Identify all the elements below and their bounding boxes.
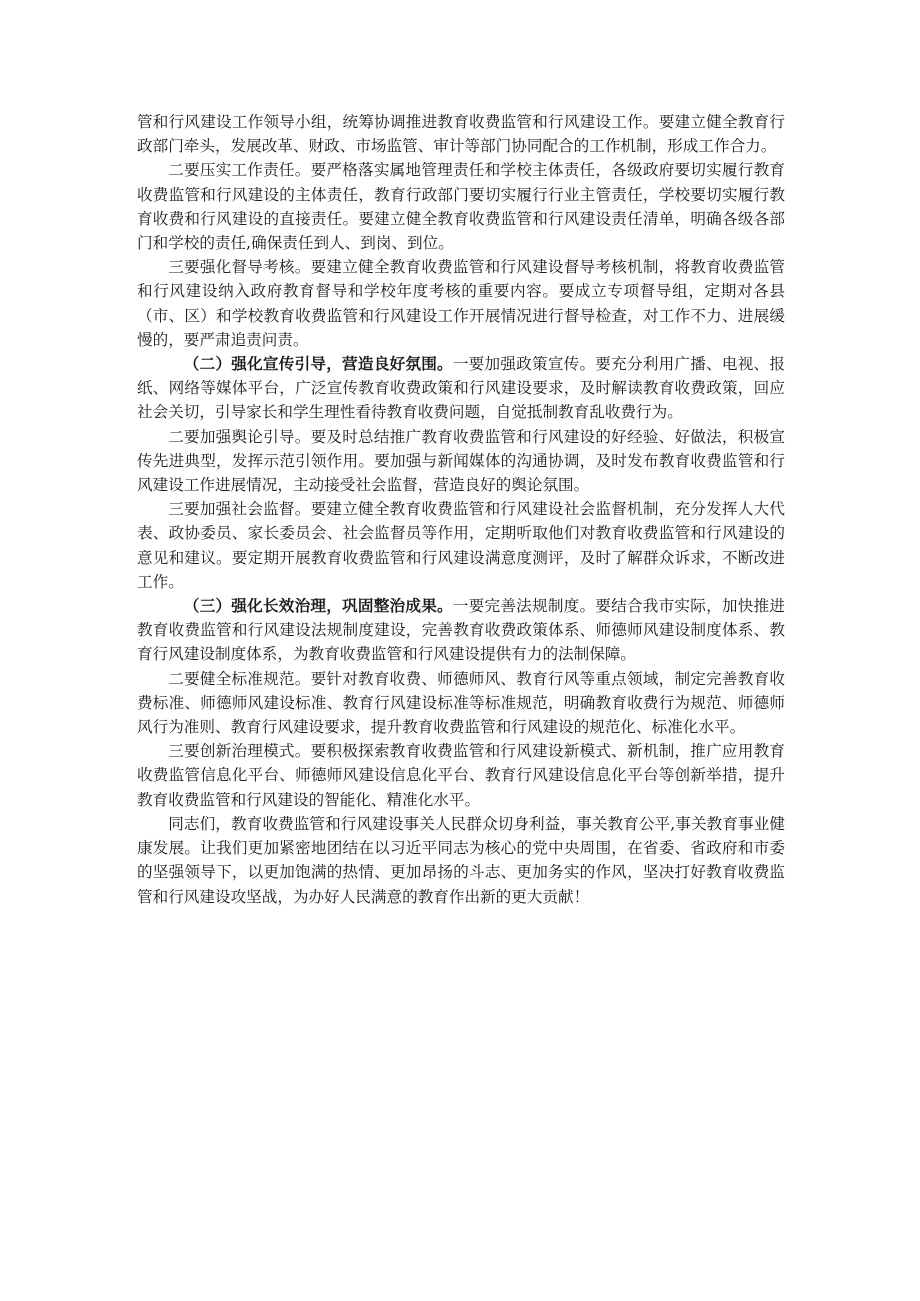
paragraph-continuation: 管和行风建设工作领导小组，统筹协调推进教育收费监管和行风建设工作。要建立健全教育行政部门牵头，发展改革、财政、市场监管、审计等部门协同配合的工作机制，形成工作合力。: [137, 113, 785, 156]
section-body-publicity: 一要加强政策宣传。要充分利用广播、电视、报纸、网络等媒体平台，广泛宣传教育收费政策和行风建设要求，及时解读教育收费政策，回应社会关切，引导家长和学生理性看待教育收费问题，自觉抵制教育乱收费行为。: [137, 355, 785, 422]
paragraph-governance-model: 三要创新治理模式。要积极探索教育收费监管和行风建设新模式、新机制，推广应用教育收费监管信息化平台、师德师风建设信息化平台、教育行风建设信息化平台等创新举措，提升教育收费监管和行风建设的智能化、精准化水平。: [137, 742, 785, 809]
paragraph-standards: 二要健全标准规范。要针对教育收费、师德师风、教育行风等重点领域，制定完善教育收费标准、师德师风建设标准、教育行风建设标准等标准规范，明确教育收费行为规范、师德师风行为准则、教育行风建设要求，提升教育收费监管和行风建设的规范化、标准化水平。: [137, 669, 785, 737]
paragraph-closing: 同志们，教育收费监管和行风建设事关人民群众切身利益，事关教育公平,事关教育事业健康发展。让我们更加紧密地团结在以习近平同志为核心的党中央周围，在省委、省政府和市委的坚强领导下，以更加饱满的热情、更加昂扬的斗志、更加务实的作风，坚决打好教育收费监管和行风建设攻坚战，为办好人民满意的教育作出新的更大贡献！: [137, 814, 785, 906]
document-page: [137, 110, 785, 909]
paragraph-public-opinion: 二要加强舆论引导。要及时总结推广教育收费监管和行风建设的好经验、好做法，积极宣传先进典型，发挥示范引领作用。要加强与新闻媒体的沟通协调，及时发布教育收费监管和行风建设工作进展情况，主动接受社会监督，营造良好的舆论氛围。: [137, 427, 785, 495]
section-heading-publicity: （二）强化宣传引导，营造良好氛围。: [183, 354, 453, 374]
section-publicity: [137, 352, 785, 425]
section-long-term-governance: [137, 594, 785, 667]
paragraph-social-supervision: 三要加强社会监督。要建立健全教育收费监管和行风建设社会监督机制，充分发挥人大代表、政协委员、家长委员会、社会监督员等作用，定期听取他们对教育收费监管和行风建设的意见和建议。要定期开展教育收费监管和行风建设满意度测评，及时了解群众诉求，不断改进工作。: [137, 500, 785, 591]
paragraph-work-responsibility: 二要压实工作责任。要严格落实属地管理责任和学校主体责任，各级政府要切实履行教育收费监管和行风建设的主体责任，教育行政部门要切实履行行业主管责任，学校要切实履行教育收费和行风建设的直接责任。要建立健全教育收费监管和行风建设责任清单，明确各级各部门和学校的责任,确保责任到人、到岗、到位。: [137, 161, 785, 253]
section-heading-long-term-governance: （三）强化长效治理，巩固整治成果。: [183, 596, 453, 616]
paragraph-supervision-assessment: 三要强化督导考核。要建立健全教育收费监管和行风建设督导考核机制，将教育收费监管和行风建设纳入政府教育督导和学校年度考核的重要内容。要成立专项督导组，定期对各县（市、区）和学校教育收费监管和行风建设工作开展情况进行督导检查，对工作不力、进展缓慢的，要严肃追责问责。: [137, 258, 785, 349]
section-body-long-term-governance: 一要完善法规制度。要结合我市实际，加快推进教育收费监管和行风建设法规制度建设，完善教育收费政策体系、师德师风建设制度体系、教育行风建设制度体系，为教育收费监管和行风建设提供有力的法制保障。: [137, 597, 785, 664]
